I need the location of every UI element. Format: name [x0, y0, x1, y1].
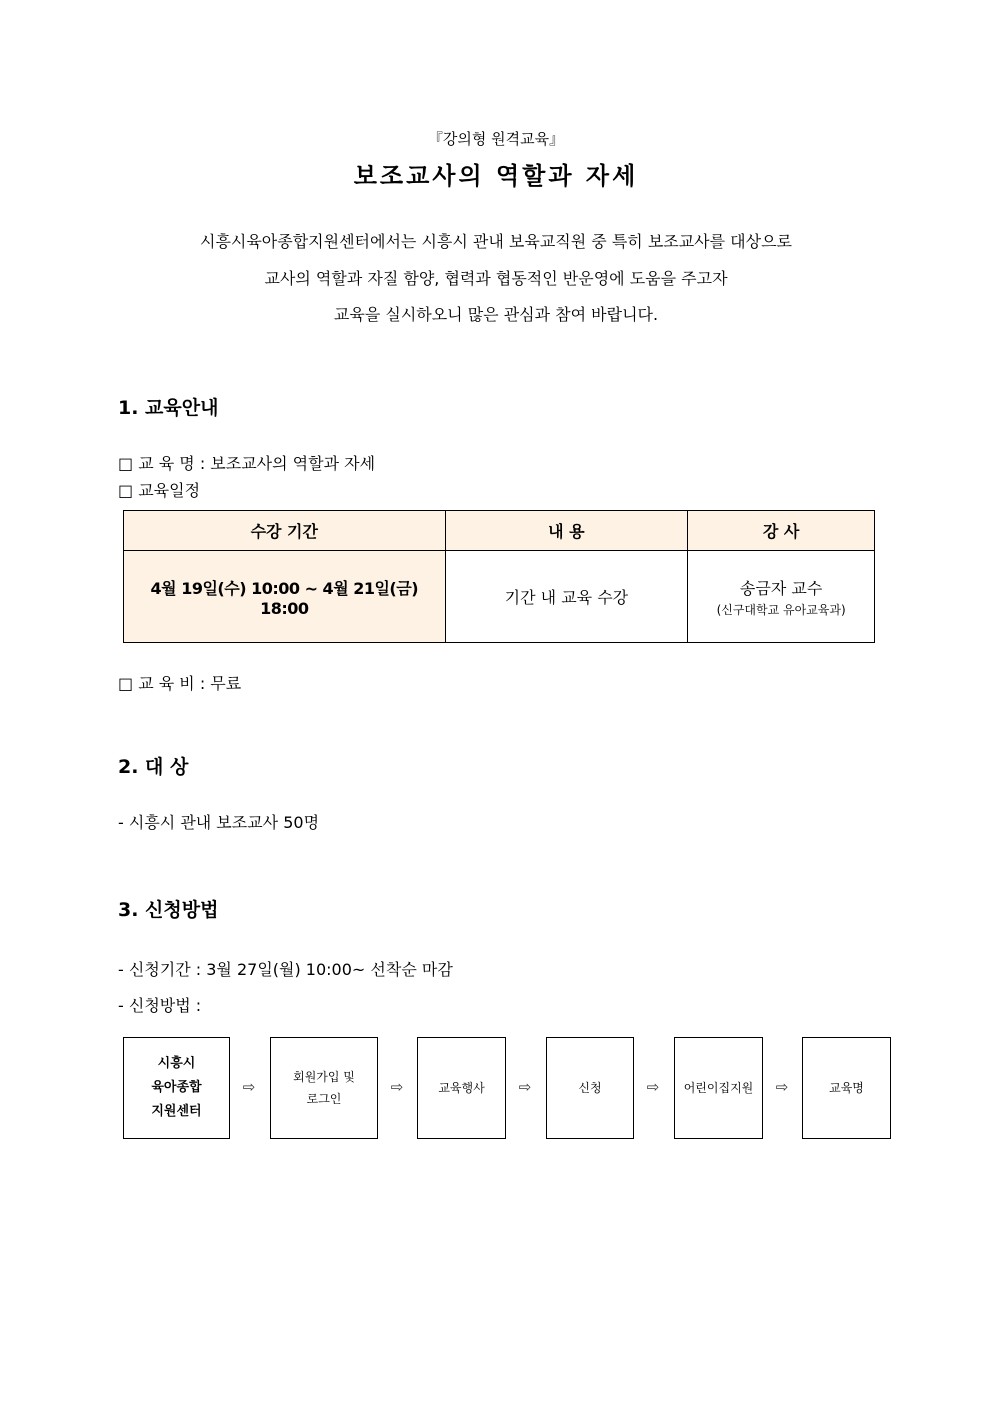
section-heading-target: 2. 대 상	[118, 756, 189, 778]
flow-step-daycare-label: 어린이집지원	[683, 1081, 754, 1095]
cell-period: 4월 19일(수) 10:00 ~ 4월 21일(금) 18:00	[124, 551, 446, 643]
flow-step-signup-line-2: 로그인	[306, 1092, 342, 1106]
flow-step-course-label: 교육명	[829, 1081, 864, 1095]
schedule-table-header-row	[124, 511, 875, 551]
section-heading-education-info: 1. 교육안내	[118, 397, 219, 419]
flow-arrow-icon: ⇨	[646, 1078, 660, 1096]
lecturer-name: 송금자 교수	[739, 578, 823, 598]
header-lecturer: 강 사	[688, 511, 875, 551]
schedule-table-row	[124, 551, 875, 643]
flow-step-center-line-2: 육아종합	[151, 1080, 202, 1095]
flow-step-signup-login	[270, 1037, 378, 1139]
flow-step-signup-line-1: 회원가입 및	[293, 1070, 355, 1084]
flow-step-center	[123, 1037, 230, 1139]
page-title: 보조교사의 역할과 자세	[353, 162, 639, 190]
flow-step-center-line-3: 지원센터	[151, 1104, 202, 1119]
schedule-label: □ 교육일정	[118, 481, 201, 500]
intro-line-2: 교사의 역할과 자질 함양, 협력과 협동적인 반운영에 도움을 주고자	[264, 269, 728, 288]
intro-line-1: 시흥시육아종합지원센터에서는 시흥시 관내 보육교직원 중 특히 보조교사를 대상으로	[199, 232, 793, 251]
cell-content: 기간 내 교육 수강	[445, 551, 688, 643]
intro-line-3: 교육을 실시하오니 많은 관심과 참여 바랍니다.	[333, 305, 659, 324]
flow-step-center-line-1: 시흥시	[157, 1056, 196, 1071]
target-line: - 시흥시 관내 보조교사 50명	[118, 813, 320, 832]
page-subtitle: 『강의형 원격교육』	[427, 130, 565, 148]
fee-line: □ 교 육 비 : 무료	[118, 674, 242, 693]
course-name-line: □ 교 육 명 : 보조교사의 역할과 자세	[118, 454, 376, 473]
lecturer-affiliation: (신구대학교 유아교육과)	[716, 602, 846, 617]
flow-arrow-icon: ⇨	[390, 1078, 404, 1096]
flow-arrow-icon: ⇨	[518, 1078, 532, 1096]
section-heading-application: 3. 신청방법	[118, 899, 219, 921]
flow-step-daycare-support	[674, 1037, 763, 1139]
flow-step-events	[417, 1037, 506, 1139]
application-method-line: - 신청방법 :	[118, 996, 202, 1015]
flow-step-events-label: 교육행사	[438, 1081, 485, 1095]
flow-step-apply-label: 신청	[578, 1081, 602, 1095]
flow-arrow-icon: ⇨	[775, 1078, 789, 1096]
schedule-table	[123, 510, 875, 643]
cell-lecturer	[688, 551, 875, 643]
flow-arrow-icon: ⇨	[242, 1078, 256, 1096]
header-content: 내 용	[445, 511, 688, 551]
flow-step-apply	[546, 1037, 634, 1139]
header-period: 수강 기간	[124, 511, 446, 551]
flow-step-course-name	[802, 1037, 891, 1139]
application-period-line: - 신청기간 : 3월 27일(월) 10:00~ 선착순 마감	[118, 960, 453, 979]
